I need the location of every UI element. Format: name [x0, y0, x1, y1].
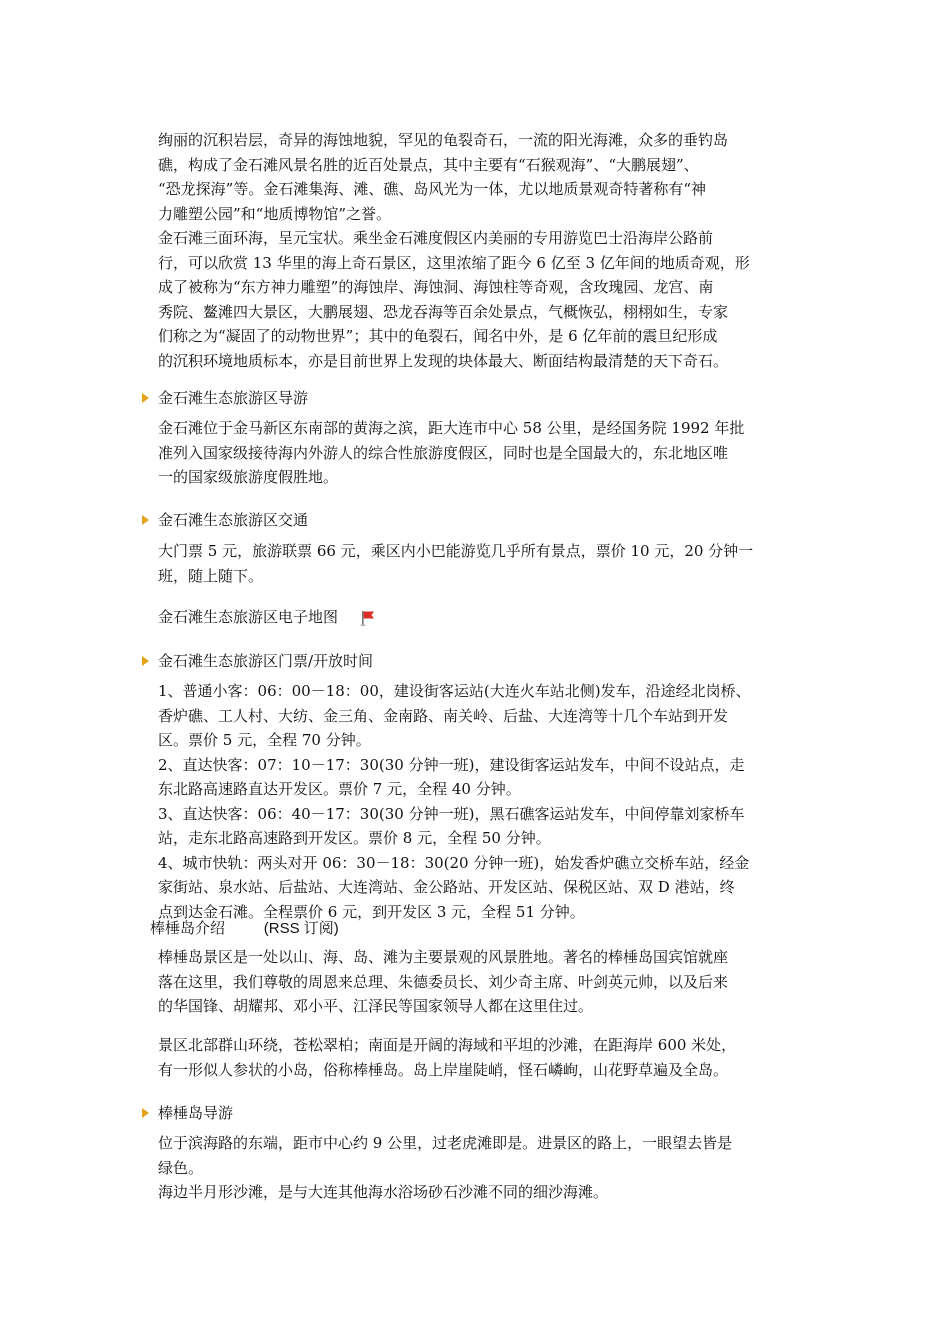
text-line: 香炉礁、工人村、大纺、金三角、金南路、南关岭、后盐、大连湾等十几个车站到开发	[158, 706, 729, 725]
text-line: 一的国家级旅游度假胜地。	[158, 468, 339, 486]
text-line: 有一形似人参状的小岛，俗称棒棰岛。岛上岸崖陡峭，怪石嶙峋，山花野草遍及全岛。	[158, 1060, 729, 1079]
text-line: 2、直达快客：07：10－17：30(30 分钟一班)，建设街客运站发车，中间不设站点，走	[158, 755, 745, 774]
text-line: 的华国锋、胡耀邦、邓小平、江泽民等国家领导人都在这里住过。	[158, 997, 594, 1015]
text-line: 1、普通小客：06：00－18：00，建设街客运站(大连火车站北侧)发车，沿途经北岗桥、	[158, 682, 751, 700]
text-line: 站，走东北路高速路到开发区。票价 8 元，全程 50 分钟。	[158, 829, 551, 847]
bullet-triangle-icon	[142, 656, 149, 666]
bangchui-guide-paragraph	[158, 1131, 803, 1205]
flag-icon[interactable]	[359, 609, 377, 627]
text-line: 4、城市快轨：两头对开 06：30－18：30(20 分钟一班)，始发香炉礁立交桥车站，经金	[158, 853, 750, 872]
text-line: 区。票价 5 元，全程 70 分钟。	[158, 731, 371, 749]
text-line: 绚丽的沉积岩层，奇异的海蚀地貌，罕见的龟裂奇石，一流的阳光海滩，众多的垂钓岛	[158, 131, 729, 149]
guide-heading[interactable]	[142, 388, 308, 408]
text-line: 落在这里，我们尊敬的周恩来总理、朱德委员长、刘少奇主席、叶剑英元帅，以及后来	[158, 972, 729, 991]
traffic-heading-text: 金石滩生态旅游区交通	[158, 511, 309, 529]
map-heading[interactable]	[158, 607, 377, 627]
text-line: 棒棰岛景区是一处以山、海、岛、滩为主要景观的风景胜地。著名的棒棰岛国宾馆就座	[158, 948, 729, 966]
bullet-triangle-icon	[142, 515, 149, 525]
guide-paragraph	[158, 416, 803, 490]
text-line: 力雕塑公园”和“地质博物馆”之誉。	[158, 204, 392, 223]
map-heading-text: 金石滩生态旅游区电子地图	[158, 608, 339, 626]
traffic-heading[interactable]	[142, 510, 308, 530]
bangchui-guide-heading-text: 棒棰岛导游	[158, 1104, 234, 1122]
text-line: 东北路高速路直达开发区。票价 7 元，全程 40 分钟。	[158, 780, 521, 798]
text-line: 行，可以欣赏 13 华里的海上奇石景区，这里浓缩了距今 6 亿至 3 亿年间的地质奇观，形	[158, 253, 750, 272]
tickets-heading[interactable]	[142, 651, 373, 671]
text-line: 位于滨海路的东端，距市中心约 9 公里，过老虎滩即是。进景区的路上，一眼望去皆是	[158, 1134, 733, 1152]
text-line: 海边半月形沙滩，是与大连其他海水浴场砂石沙滩不同的细沙海滩。	[158, 1183, 609, 1201]
text-line: 的沉积环境地质标本，亦是目前世界上发现的块体最大、断面结构最清楚的天下奇石。	[158, 351, 729, 370]
text-line: 们称之为“凝固了的动物世界”；其中的龟裂石，闻名中外，是 6 亿年前的震旦纪形成	[158, 327, 718, 345]
text-line: 秀院、鳌滩四大景区，大鹏展翅、恐龙吞海等百余处景点，气概恢弘，栩栩如生，专家	[158, 302, 729, 321]
text-line: 班，随上随下。	[158, 566, 264, 585]
text-line: 家街站、泉水站、后盐站、大连湾站、金公路站、开发区站、保税区站、双 D 港站，终	[158, 878, 735, 896]
text-line: 点到达金石滩。全程票价 6 元，到开发区 3 元，全程 51 分钟。	[158, 902, 585, 921]
intro-paragraph-1	[158, 128, 803, 226]
text-line: 准列入国家级接待海内外游人的综合性旅游度假区，同时也是全国最大的，东北地区唯	[158, 443, 729, 462]
guide-heading-text: 金石滩生态旅游区导游	[158, 389, 309, 407]
tickets-paragraph	[158, 679, 803, 924]
text-line: 金石滩位于金马新区东南部的黄海之滨，距大连市中心 58 公里，是经国务院 1992 年批	[158, 419, 745, 437]
text-line: 成了被称为“东方神力雕塑”的海蚀岸、海蚀洞、海蚀柱等奇观，含玫瑰园、龙宫、南	[158, 278, 714, 296]
traffic-paragraph	[158, 539, 803, 588]
text-line: “恐龙探海”等。金石滩集海、滩、礁、岛风光为一体，尤以地质景观奇特著称有“神	[158, 180, 707, 198]
rss-link[interactable]: (RSS 订阅)	[263, 920, 339, 937]
intro-paragraph-2	[158, 226, 803, 373]
text-line: 金石滩三面环海，呈元宝状。乘坐金石滩度假区内美丽的专用游览巴士沿海岸公路前	[158, 229, 714, 247]
bangchui-paragraph-2	[158, 1033, 803, 1082]
bullet-triangle-icon	[142, 1108, 149, 1118]
text-line: 礁，构成了金石滩风景名胜的近百处景点，其中主要有“石猴观海”、“大鹏展翅”、	[158, 155, 699, 174]
text-line: 3、直达快客：06：40－17：30(30 分钟一班)，黑石礁客运站发车，中间停靠刘家桥车	[158, 804, 745, 823]
bangchui-heading-text: 棒棰岛介绍	[150, 919, 226, 937]
text-line: 大门票 5 元，旅游联票 66 元，乘区内小巴能游览几乎所有景点，票价 10 元，20 分钟一	[158, 542, 754, 560]
bangchui-guide-heading[interactable]	[142, 1103, 233, 1123]
tickets-heading-text: 金石滩生态旅游区门票/开放时间	[158, 652, 374, 670]
text-line: 景区北部群山环绕，苍松翠柏；南面是开阔的海域和平坦的沙滩，在距海岸 600 米处，	[158, 1036, 737, 1054]
bangchui-paragraph-1	[158, 945, 803, 1019]
bullet-triangle-icon	[142, 393, 149, 403]
bangchui-heading	[150, 918, 339, 939]
text-line: 绿色。	[158, 1158, 204, 1177]
